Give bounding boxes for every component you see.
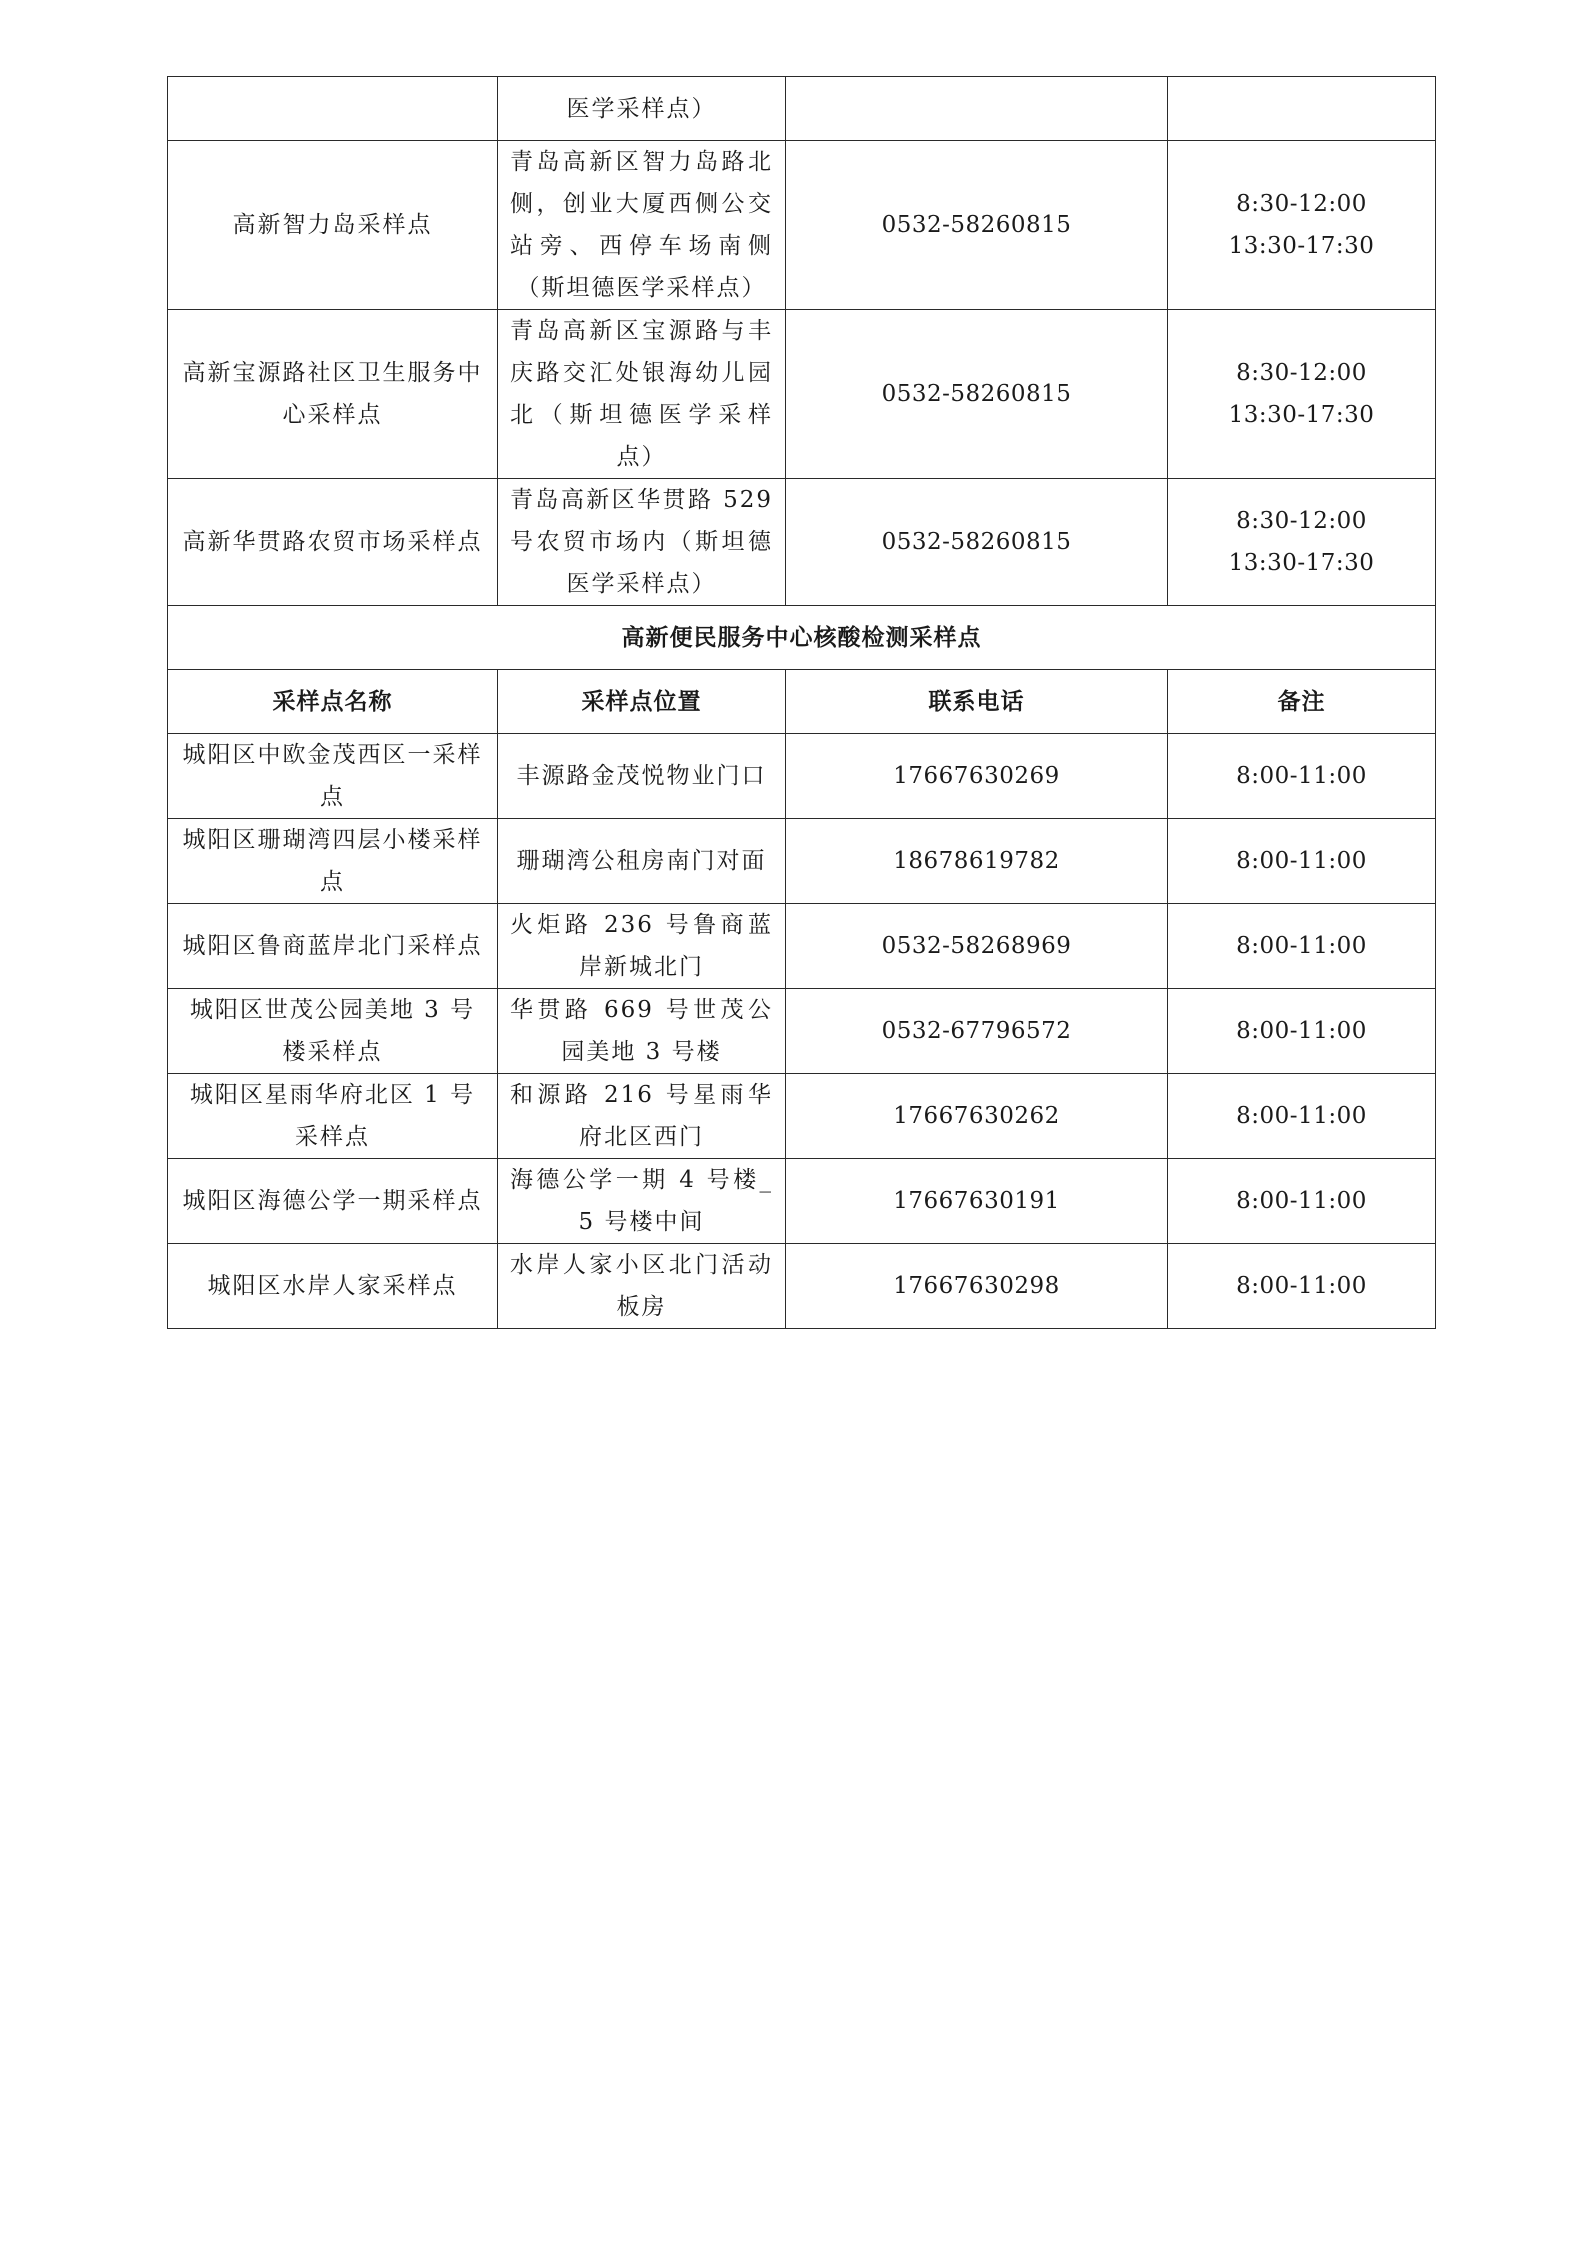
- point-name-cell: [168, 77, 498, 141]
- point-name-cell: 高新智力岛采样点: [168, 141, 498, 310]
- table-row: [168, 77, 1436, 141]
- table-row: [168, 1159, 1436, 1244]
- column-header-location: 采样点位置: [498, 670, 786, 734]
- point-hours-cell: 8:30-12:00 13:30-17:30: [1168, 141, 1436, 310]
- point-phone-cell: 18678619782: [786, 819, 1168, 904]
- column-header-name: 采样点名称: [168, 670, 498, 734]
- point-phone-cell: 0532-58260815: [786, 310, 1168, 479]
- point-location-cell: 青岛高新区智力岛路北侧，创业大厦西侧公交站旁、西停车场南侧（斯坦德医学采样点）: [498, 141, 786, 310]
- table-row: [168, 819, 1436, 904]
- point-hours-cell: [1168, 77, 1436, 141]
- point-name-cell: 城阳区中欧金茂西区一采样点: [168, 734, 498, 819]
- point-note-cell: 8:00-11:00: [1168, 904, 1436, 989]
- point-phone-cell: 0532-58260815: [786, 479, 1168, 606]
- point-phone-cell: 17667630298: [786, 1244, 1168, 1329]
- point-hours-cell: 8:30-12:00 13:30-17:30: [1168, 479, 1436, 606]
- point-phone-cell: 17667630262: [786, 1074, 1168, 1159]
- table-row: [168, 1074, 1436, 1159]
- table-row: [168, 479, 1436, 606]
- point-phone-cell: 0532-67796572: [786, 989, 1168, 1074]
- point-note-cell: 8:00-11:00: [1168, 819, 1436, 904]
- point-phone-cell: [786, 77, 1168, 141]
- column-header-phone: 联系电话: [786, 670, 1168, 734]
- point-note-cell: 8:00-11:00: [1168, 734, 1436, 819]
- column-header-note: 备注: [1168, 670, 1436, 734]
- point-phone-cell: 17667630269: [786, 734, 1168, 819]
- point-name-cell: 城阳区海德公学一期采样点: [168, 1159, 498, 1244]
- table-row: [168, 141, 1436, 310]
- table-row: [168, 989, 1436, 1074]
- table-row: [168, 734, 1436, 819]
- point-name-cell: 高新华贯路农贸市场采样点: [168, 479, 498, 606]
- point-phone-cell: 17667630191: [786, 1159, 1168, 1244]
- section-title-row: [168, 606, 1436, 670]
- point-name-cell: 高新宝源路社区卫生服务中心采样点: [168, 310, 498, 479]
- point-location-cell: 水岸人家小区北门活动板房: [498, 1244, 786, 1329]
- point-name-cell: 城阳区星雨华府北区 1 号采样点: [168, 1074, 498, 1159]
- table-row: [168, 1244, 1436, 1329]
- point-location-cell: 丰源路金茂悦物业门口: [498, 734, 786, 819]
- point-location-cell: 青岛高新区华贯路 529 号农贸市场内（斯坦德医学采样点）: [498, 479, 786, 606]
- point-location-cell: 和源路 216 号星雨华府北区西门: [498, 1074, 786, 1159]
- point-name-cell: 城阳区水岸人家采样点: [168, 1244, 498, 1329]
- table-row: [168, 310, 1436, 479]
- point-location-cell: 珊瑚湾公租房南门对面: [498, 819, 786, 904]
- point-location-cell: 华贯路 669 号世茂公园美地 3 号楼: [498, 989, 786, 1074]
- point-location-cell: 火炬路 236 号鲁商蓝岸新城北门: [498, 904, 786, 989]
- point-phone-cell: 0532-58268969: [786, 904, 1168, 989]
- point-note-cell: 8:00-11:00: [1168, 989, 1436, 1074]
- point-note-cell: 8:00-11:00: [1168, 1244, 1436, 1329]
- sampling-points-table: [167, 76, 1436, 1329]
- point-name-cell: 城阳区珊瑚湾四层小楼采样点: [168, 819, 498, 904]
- point-name-cell: 城阳区世茂公园美地 3 号楼采样点: [168, 989, 498, 1074]
- section-title: 高新便民服务中心核酸检测采样点: [168, 606, 1436, 670]
- point-hours-cell: 8:30-12:00 13:30-17:30: [1168, 310, 1436, 479]
- point-phone-cell: 0532-58260815: [786, 141, 1168, 310]
- point-note-cell: 8:00-11:00: [1168, 1074, 1436, 1159]
- table-header-row: [168, 670, 1436, 734]
- point-location-cell: 医学采样点）: [498, 77, 786, 141]
- point-note-cell: 8:00-11:00: [1168, 1159, 1436, 1244]
- point-location-cell: 海德公学一期 4 号楼_5 号楼中间: [498, 1159, 786, 1244]
- point-name-cell: 城阳区鲁商蓝岸北门采样点: [168, 904, 498, 989]
- point-location-cell: 青岛高新区宝源路与丰庆路交汇处银海幼儿园北（斯坦德医学采样点）: [498, 310, 786, 479]
- table-row: [168, 904, 1436, 989]
